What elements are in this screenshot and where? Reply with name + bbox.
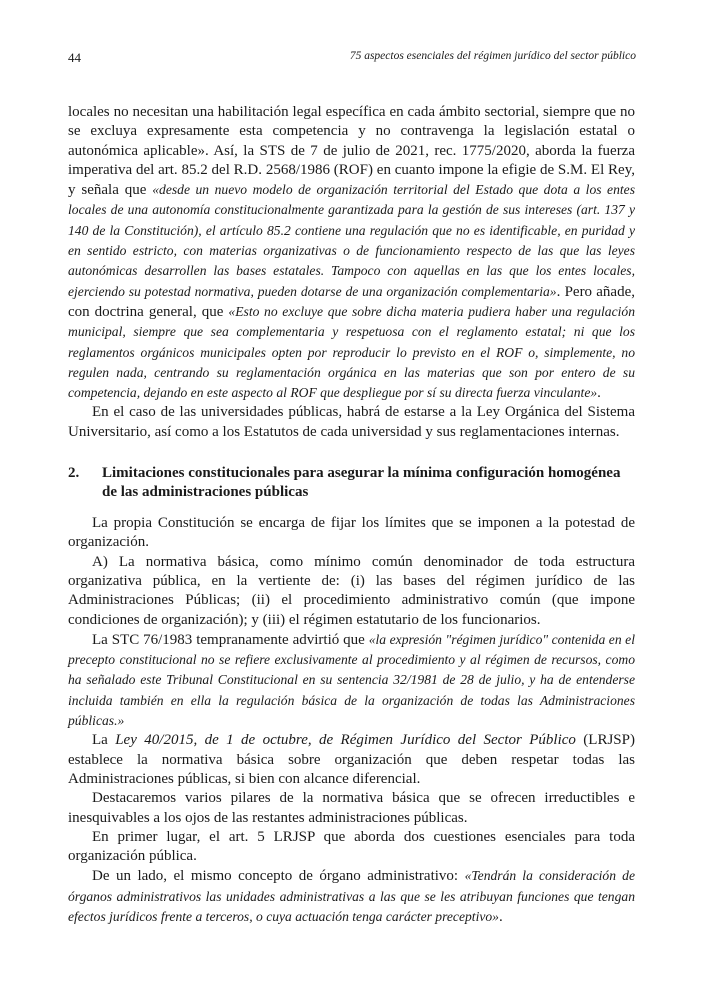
running-header bbox=[68, 50, 636, 68]
paragraph: En primer lugar, el art. 5 LRJSP que aborda dos cuestiones esenciales para toda organización pública. bbox=[68, 828, 635, 865]
quotation: «la expresión "régimen jurídico" contenida en el precepto constitucional no se refiere exclusivamente al procedimiento y al régimen de recursos, como ha señalado este Tribunal Constitucional en su sentencia 32/1981 de 28 de julio, y ha de entenderse incluida también en ella la regulación básica de la organización de todas las Administraciones públicas.» bbox=[68, 631, 635, 729]
page-number: 44 bbox=[68, 50, 81, 65]
text-run: locales no necesitan una habilitación legal específica en cada ámbito sectorial, siempre que no se excluya expresamente esta competencia y no contravenga la legislación estatal o autonómica aplicable». Así, la STS de 7 de julio de 2021, rec. 1775/2020, aborda la fuerza imperativa del art. 85.2 del R.D. 2568/1986 (ROF) en cuanto impone la efigie de S.M. El Rey, y señala que bbox=[68, 104, 635, 199]
section-number: 2. bbox=[68, 465, 80, 482]
quotation: «Esto no excluye que sobre dicha materia pudiera haber una regulación municipal, siempre que sea complementaria y respetuosa con el reglamento estatal; ni que los reglamentos orgánicos municipales opten por reproducir lo previsto en el ROF o, simplemente, no regulen nada, centrando su reglamentación orgánica en las materias que son por entero de su competencia, dejando en este aspecto al ROF que despliegue por sí su directa fuerza vinculante» bbox=[68, 303, 635, 401]
paragraph: A) La normativa básica, como mínimo común denominador de toda estructura organizativa pública, en la vertiente de: (i) las bases del régimen jurídico de las Administraciones Públicas; (ii) el procedimiento administrativo común (que impone condiciones de organización); y (iii) el régimen estatutario de los funcionarios. bbox=[68, 553, 635, 628]
paragraph-continuation bbox=[68, 103, 635, 403]
text-run: La bbox=[92, 732, 116, 749]
paragraph bbox=[68, 866, 635, 927]
paragraph: La propia Constitución se encarga de fijar los límites que se imponen a la potestad de organización. bbox=[68, 515, 635, 551]
text-run: . Pero añade, con doctrina general, que bbox=[68, 283, 635, 320]
text-run: De un lado, el mismo concepto de órgano administrativo: bbox=[92, 868, 465, 885]
document-body bbox=[68, 103, 635, 927]
text-run: La STC 76/1983 tempranamente advirtió que bbox=[92, 631, 369, 648]
section-heading bbox=[68, 464, 635, 502]
text-run: (LRJSP) establece la normativa básica sobre organización que deben respetar todas las Administraciones públicas, si bien con alcance diferencial. bbox=[68, 732, 635, 787]
law-citation: Ley 40/2015, de 1 de octubre, de Régimen Jurídico del Sector Público bbox=[115, 732, 576, 749]
paragraph: En el caso de las universidades públicas, habrá de estarse a la Ley Orgánica del Sistema Universitario, así como a los Estatutos de cada universidad y sus reglamentaciones internas. bbox=[68, 404, 635, 440]
paragraph bbox=[68, 630, 635, 731]
text-run: . bbox=[597, 385, 601, 402]
text-run: . bbox=[498, 908, 503, 925]
paragraph: Destacaremos varios pilares de la normativa básica que se ofrecen irreductibles e inesquivables a los ojos de las restantes administraciones públicas. bbox=[68, 790, 635, 826]
running-title: 75 aspectos esenciales del régimen jurídico del sector público bbox=[349, 50, 636, 62]
quotation: «Tendrán la consideración de órganos administrativos las unidades administrativas a las que se les atribuyan funciones que tengan efectos jurídicos frente a terceros, o cuya actuación tenga carácter preceptivo» bbox=[68, 868, 635, 924]
quotation: «desde un nuevo modelo de organización territorial del Estado que dota a los entes locales de una autonomía constitucionalmente garantizada para la gestión de sus intereses (art. 137 y 140 de la Constitución), el artículo 85.2 contiene una regulación que no es identificable, en puridad y en sentido estricto, con materias organizativas o de funcionamiento respecto de las que las leyes autonómicas desarrollen las bases estatales. Tampoco con aquellas en las que los entes locales, ejerciendo su potestad normativa, pueden dotarse de una organización complementaria» bbox=[68, 182, 635, 299]
section-title: Limitaciones constitucionales para asegurar la mínima configuración homogénea de las administraciones públicas bbox=[102, 465, 621, 501]
paragraph bbox=[68, 731, 635, 789]
